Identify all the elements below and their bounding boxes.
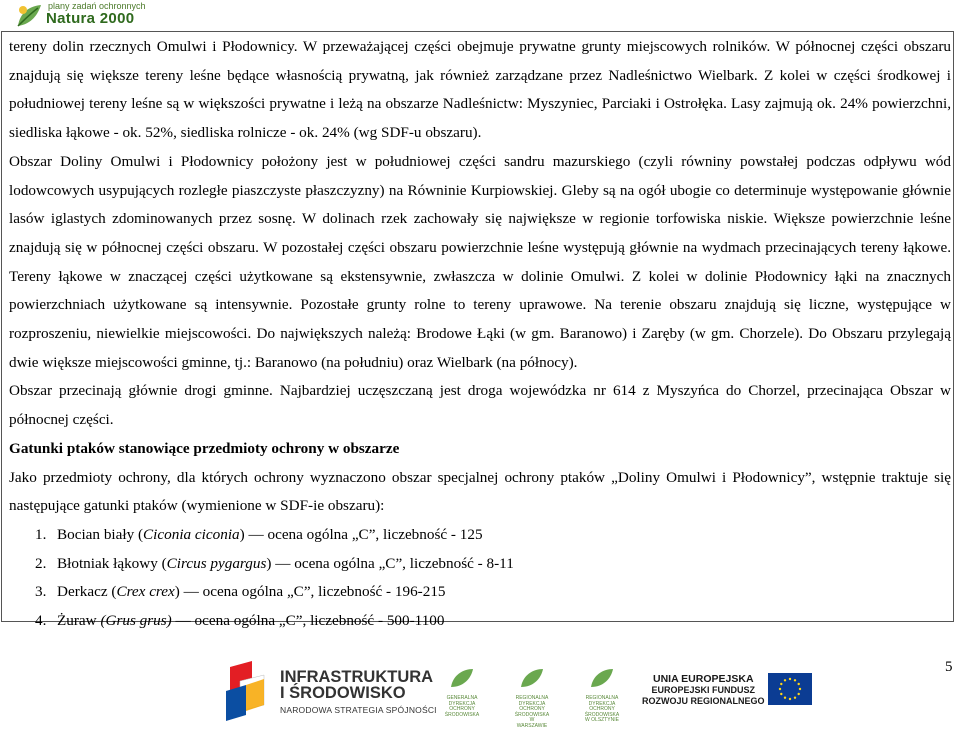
list-item	[9, 550, 951, 579]
paragraph-land-use: tereny dolin rzecznych Omulwi i Płodownicy. W przeważającej części obejmuje prywatne grunty miejscowych rolników. W północnej części obszaru znajdują się większe tereny leśne będące własnością prywatną, jak również zarządzane przez Nadleśnictwo Wielbark. Z kolei w części środkowej i południowej tereny leśne są w większości prywatne i leżą na obszarze Nadleśnictw: Myszyniec, Parciaki i Ostrołęka. Lasy zajmują ok. 24% powierzchni, siedliska łąkowe - ok. 52%, siedliska rolnicze - ok. 24% (wg SDF-u obszaru).	[9, 38, 951, 142]
infra-line-3: NARODOWA STRATEGIA SPÓJNOŚCI	[280, 705, 437, 715]
species-latin: Circus pygargus	[166, 554, 267, 572]
ue-line-3: ROZWOJU REGIONALNEGO	[642, 696, 765, 706]
natura-leaf-icon	[14, 2, 44, 30]
page-number: 5	[945, 659, 953, 675]
list-item	[9, 607, 951, 636]
ue-line-2: EUROPEJSKI FUNDUSZ	[651, 685, 756, 695]
rdos-warszawa-logo	[514, 667, 550, 729]
infrastruktura-logo	[280, 669, 437, 715]
list-number: 2.	[35, 554, 47, 572]
gdos-text: GENERALNA DYREKCJA OCHRONY ŚRODOWISKA	[444, 695, 480, 718]
list-item	[9, 521, 951, 550]
infra-line-2: I ŚRODOWISKO	[280, 684, 406, 702]
paragraph-intro-species: Jako przedmioty ochrony, dla których ochrony wyznaczono obszar specjalnej ochrony ptaków „Doliny Omulwi i Płodownicy”, wstępnie traktuje się następujące gatunki ptaków (wymienione w SDF-ie obszaru):	[9, 468, 951, 515]
gdos-logo	[444, 667, 480, 719]
leaf-icon	[449, 667, 475, 691]
logo-tagline: plany zadań ochronnych	[48, 1, 146, 11]
paragraph-roads: Obszar przecinają głównie drogi gminne. Najbardziej uczęszczaną jest droga wojewódzka nr 614 z Myszyńca do Chorzel, przecinająca Obszar w północnej części.	[9, 382, 951, 429]
infra-line-1: INFRASTRUKTURA	[280, 668, 434, 686]
footer-logos	[0, 655, 960, 729]
species-rating: — ocena ogólna „C”, liczebność - 500-1100	[171, 612, 445, 630]
document-body	[9, 33, 951, 636]
list-item	[9, 578, 951, 607]
species-list	[9, 521, 951, 636]
section-heading: Gatunki ptaków stanowiące przedmioty ochrony w obszarze	[9, 439, 400, 457]
eu-flag-icon	[768, 673, 812, 705]
list-number: 1.	[35, 525, 47, 543]
rdos-olsztyn-logo	[584, 667, 620, 723]
leaf-icon	[519, 667, 545, 691]
rdos-olsztyn-text: REGIONALNA DYREKCJA OCHRONY ŚRODOWISKA W OLSZTYNIE	[584, 695, 620, 723]
list-number: 3.	[35, 583, 47, 601]
species-rating: ) — ocena ogólna „C”, liczebność - 8-11	[266, 554, 514, 572]
list-number: 4.	[35, 612, 47, 630]
rdos-warszawa-text: REGIONALNA DYREKCJA OCHRONY ŚRODOWISKA W WARSZAWIE	[514, 695, 550, 729]
paragraph-geography: Obszar Doliny Omulwi i Płodownicy położony jest w południowej części sandru mazurskiego (czyli równiny powstałej podczas odpływu wód lodowcowych usypujących rozległe piaszczyste płaszczyzny) na Równinie Kurpiowskiej. Gleby są na ogół ubogie co determinuje występowanie głównie lasów iglastych zdominowanych przez sosnę. W dolinach rzek zachowały się największe w regionie torfowiska niskie. Większe powierzchnie leśne znajdują się w północnej części obszaru. W pozostałej części obszaru powierzchnie leśne występują głównie na wydmach przecinających tereny łąkowe. Tereny łąkowe w znaczącej części użytkowane są ekstensywnie, zwłaszcza w dolinie Omulwi. Z kolei w dolinie Płodownicy łąki na znacznych powierzchniach użytkowane są intensywnie. Pozostałe grunty rolne to tereny uprawowe. Na terenie obszaru znajdują się liczne, występujące w rozproszeniu, niewielkie miejscowości. Do największych należą: Brodowe Łąki (w gm. Baranowo) i Zaręby (w gm. Chorzele). Do Obszaru przylegają dwie większe miejscowości gminne, tj.: Baranowo (na południu) oraz Wielbark (na północy).	[9, 152, 951, 371]
eu-logo-text	[642, 673, 765, 707]
species-name: Żuraw	[57, 612, 101, 630]
species-latin: Ciconia ciconia	[143, 525, 240, 543]
logo-name: Natura 2000	[46, 10, 135, 27]
species-latin: (Grus grus)	[100, 612, 172, 630]
species-rating: ) — ocena ogólna „C”, liczebność - 125	[239, 525, 483, 543]
poland-flag-icon	[224, 661, 268, 721]
species-rating: ) — ocena ogólna „C”, liczebność - 196-215	[174, 583, 446, 601]
ue-line-1: UNIA EUROPEJSKA	[652, 673, 754, 685]
leaf-icon	[589, 667, 615, 691]
species-name: Bocian biały (	[57, 525, 144, 543]
species-name: Błotniak łąkowy (	[57, 554, 167, 572]
species-latin: Crex crex	[116, 583, 175, 601]
natura-2000-logo	[8, 0, 168, 33]
species-name: Derkacz (	[57, 583, 117, 601]
